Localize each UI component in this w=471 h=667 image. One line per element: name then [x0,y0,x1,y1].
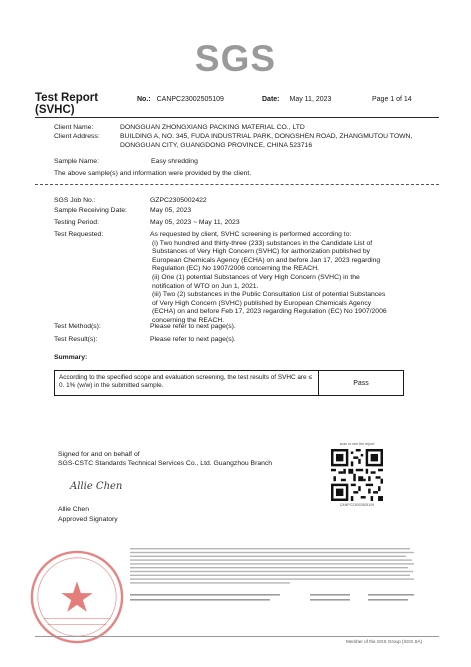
job-no: GZPC2305002422 [150,197,207,204]
signed-on-behalf: Signed for and on behalf of [58,451,140,458]
receiving-date-label: Sample Receiving Date: [54,207,127,214]
signatory-title: Approved Signatory [58,516,118,523]
summary-result: Pass [353,379,369,387]
signatory-name: Allie Chen [58,506,89,513]
sample-name-label: Sample Name: [54,158,99,165]
requested-item-i: (i) Two hundred and thirty-three (233) substances in the Candidate List of Substances of Very High Concern (SVHC) for authorization published by European Chemicals Agency (ECHA) on and before Jan 17, 2023 regarding Regulation (EC) No 1907/2006 concerning the REACH. [152,239,381,273]
client-name-label: Client Name: [54,124,94,131]
report-date-label: Date: [262,96,280,103]
test-methods: Please refer to next page(s). [150,323,236,330]
sample-name: Easy shredding [151,158,198,165]
test-requested-label: Test Requested: [54,231,104,238]
dashed-divider [35,184,439,185]
testing-period-label: Testing Period: [54,219,99,226]
report-title [35,92,115,116]
qr-caption-top: scan to see the report [339,442,375,446]
qr-caption-bottom: CANPC23002505109 [339,503,375,507]
test-results: Please refer to next page(s). [150,336,236,343]
job-no-label: SGS Job No.: [54,197,96,204]
summary-heading: Summary: [54,354,88,361]
signature: Allie Chen [70,481,123,492]
client-address: BUILDING A, NO. 345, FUDA INDUSTRIAL PARK, DONGSHEN ROAD, ZHANGMUTOU TOWN, DONGGUAN CITY, GUANGDONG PROVINCE, CHINA 523716 [120,133,413,149]
page-number: Page 1 of 14 [372,96,412,103]
report-date-value: May 11, 2023 [289,96,332,103]
client-name: DONGGUAN ZHONGXIANG PACKING MATERIAL CO., LTD [120,124,305,131]
test-results-label: Test Result(s): [54,336,98,343]
test-requested [150,231,440,326]
requested-item-ii: (ii) One (1) potential Substances of Very High Concern (SVHC) in the notification of WTO on Jun 1, 2021. [152,273,360,290]
summary-text: According to the specified scope and evaluation screening, the test results of SVHC are ≤ 0. 1% (w/w) in the submitted sample. [55,371,319,395]
sample-statement: The above sample(s) and information were provided by the client. [54,170,252,177]
company-address-footer [130,594,416,604]
testing-period: May 05, 2023 ~ May 11, 2023 [150,219,240,226]
footer-rule [35,636,439,637]
sgs-group-member: Member of the SGS Group (SGS SA) [346,639,423,644]
report-number-value: CANPC23002505109 [156,96,224,103]
report-number-label: No.: [137,96,151,103]
fine-print-terms [130,548,416,590]
requested-intro: As requested by client, SVHC screening is performed according to: [150,231,352,238]
client-address-label: Client Address: [54,133,100,140]
report-date [262,96,331,103]
signing-entity: SGS-CSTC Standards Technical Services Co., Ltd. Guangzhou Branch [58,460,273,467]
receiving-date: May 05, 2023 [150,207,192,214]
qr-code[interactable] [331,449,383,501]
company-seal-stamp [28,548,126,646]
sgs-logo: SGS [194,38,277,79]
header-rule [35,117,439,118]
report-title-text: Test Report (SVHC) [35,92,99,116]
report-number [137,96,224,103]
requested-item-iii: (iii) Two (2) substances in the Public Consultation List of potential Substances of Very High Concern (SVHC) published by European Chemicals Agency (ECHA) on and before Feb 17, 2023 regarding Regulation (EC) No 1907/2006 concerning the REACH. [152,291,387,324]
summary-table [54,370,404,396]
test-methods-label: Test Method(s): [54,323,101,330]
